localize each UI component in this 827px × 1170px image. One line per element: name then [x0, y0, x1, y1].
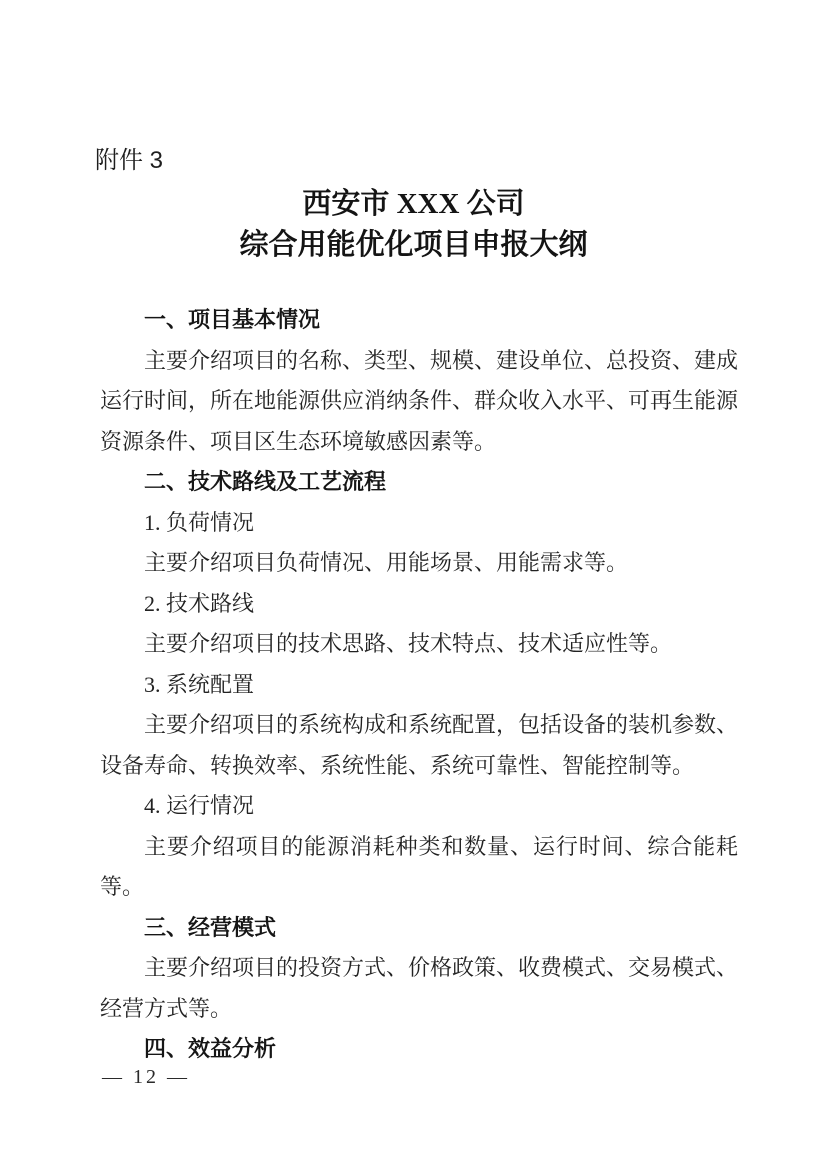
subsection-2-3-text: 主要介绍项目的系统构成和系统配置，包括设备的装机参数、设备寿命、转换效率、系统性能、系统可靠性、智能控制等。 [100, 712, 739, 778]
subsection-2-1-text: 主要介绍项目负荷情况、用能场景、用能需求等。 [144, 550, 629, 575]
section-heading-3: 三、经营模式 [144, 914, 277, 940]
section-1-paragraph: 主要介绍项目的名称、类型、规模、建设单位、总投资、建成运行时间，所在地能源供应消纳条件、群众收入水平、可再生能源资源条件、项目区生态环境敏感因素等。 [100, 347, 739, 454]
document-title-line-1: 西安市 XXX 公司 [302, 188, 525, 220]
section-heading-1: 一、项目基本情况 [144, 307, 321, 332]
subsection-2-2-title: 2. 技术路线 [144, 590, 255, 616]
document-title [0, 184, 827, 266]
subsection-2-4-title: 4. 运行情况 [144, 793, 255, 818]
section-3-paragraph: 主要介绍项目的投资方式、价格政策、收费模式、交易模式、经营方式等。 [100, 955, 739, 1021]
attachment-label: 附件 3 [95, 147, 164, 174]
document-body [100, 300, 738, 1070]
section-heading-2: 二、技术路线及工艺流程 [144, 469, 387, 494]
subsection-2-3-title: 3. 系统配置 [144, 671, 255, 697]
subsection-2-2-text: 主要介绍项目的技术思路、技术特点、技术适应性等。 [144, 631, 673, 656]
subsection-2-4-text: 主要介绍项目的能源消耗种类和数量、运行时间、综合能耗等。 [100, 833, 738, 899]
page-number: — 12 — [102, 1066, 190, 1088]
section-heading-4: 四、效益分析 [144, 1036, 277, 1061]
document-title-line-2: 综合用能优化项目申报大纲 [239, 229, 588, 261]
subsection-2-1-title: 1. 负荷情况 [144, 509, 255, 535]
